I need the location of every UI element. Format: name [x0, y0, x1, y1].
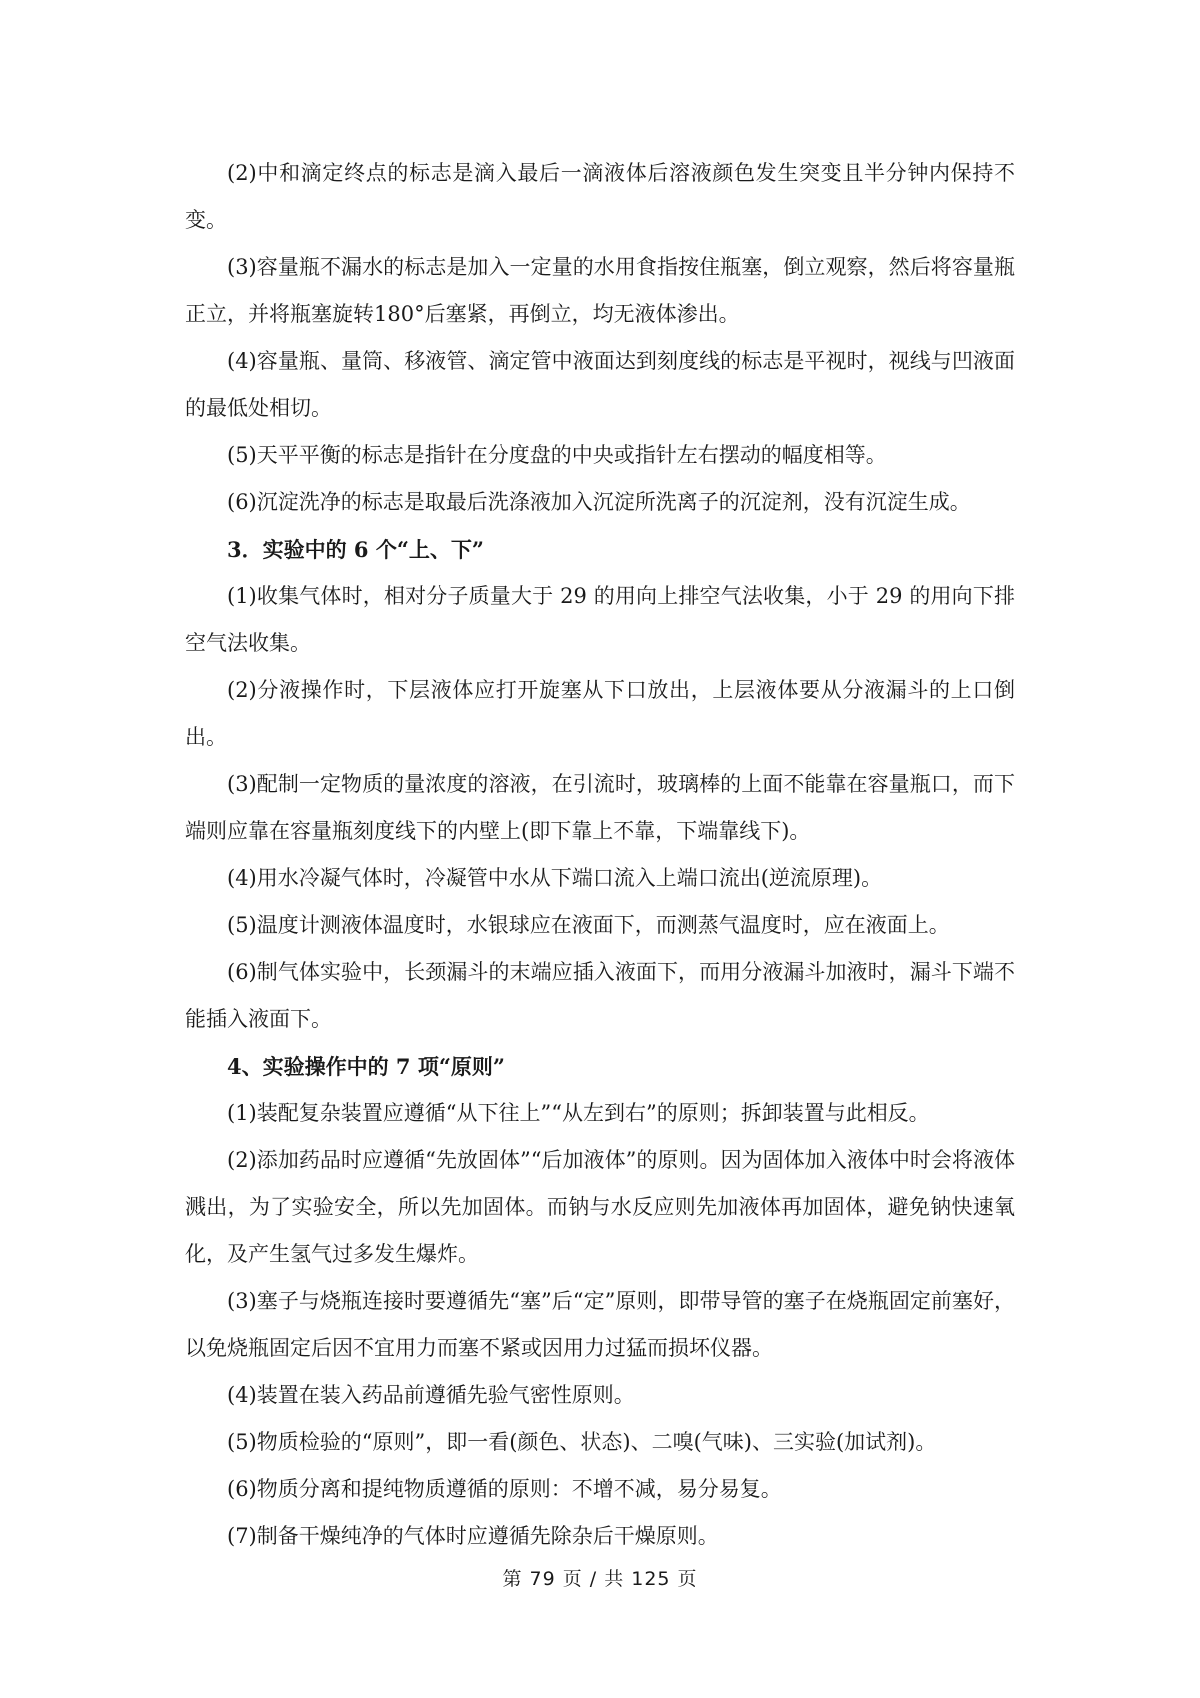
- paragraph-section3-item2: (2)分液操作时，下层液体应打开旋塞从下口放出，上层液体要从分液漏斗的上口倒出。: [185, 678, 1015, 749]
- paragraph-section4-item6: (6)物质分离和提纯物质遵循的原则：不增不减，易分易复。: [227, 1477, 782, 1501]
- paragraph-section4-item2: (2)添加药品时应遵循“先放固体”“后加液体”的原则。因为固体加入液体中时会将液体溅出，为了实验安全，所以先加固体。而钠与水反应则先加液体再加固体，避免钠快速氧化，及产生氢气过多发生爆炸。: [185, 1148, 1015, 1266]
- paragraph-section2-item3: (3)容量瓶不漏水的标志是加入一定量的水用食指按住瓶塞，倒立观察，然后将容量瓶正立，并将瓶塞旋转180°后塞紧，再倒立，均无液体渗出。: [185, 255, 1015, 326]
- section-4-heading: 4、实验操作中的 7 项“原则”: [227, 1054, 506, 1079]
- paragraph-section4-item1: (1)装配复杂装置应遵循“从下往上”“从左到右”的原则；拆卸装置与此相反。: [227, 1101, 930, 1125]
- paragraph-section4-item7: (7)制备干燥纯净的气体时应遵循先除杂后干燥原则。: [227, 1524, 719, 1548]
- paragraph-section2-item5: (5)天平平衡的标志是指针在分度盘的中央或指针左右摆动的幅度相等。: [227, 443, 887, 467]
- page-number-footer: 第 79 页 / 共 125 页: [502, 1568, 698, 1590]
- paragraph-section2-item4: (4)容量瓶、量筒、移液管、滴定管中液面达到刻度线的标志是平视时，视线与凹液面的最低处相切。: [185, 349, 1015, 420]
- paragraph-section3-item1: (1)收集气体时，相对分子质量大于 29 的用向上排空气法收集，小于 29 的用向下排空气法收集。: [185, 584, 1015, 655]
- paragraph-section3-item4: (4)用水冷凝气体时，冷凝管中水从下端口流入上端口流出(逆流原理)。: [227, 866, 883, 890]
- paragraph-section4-item4: (4)装置在装入药品前遵循先验气密性原则。: [227, 1383, 635, 1407]
- section-3-heading: 3．实验中的 6 个“上、下”: [227, 537, 485, 562]
- paragraph-section3-item3: (3)配制一定物质的量浓度的溶液，在引流时，玻璃棒的上面不能靠在容量瓶口，而下端则应靠在容量瓶刻度线下的内壁上(即下靠上不靠，下端靠线下)。: [185, 772, 1015, 843]
- page-content: [185, 150, 1015, 1560]
- paragraph-section3-item6: (6)制气体实验中，长颈漏斗的末端应插入液面下，而用分液漏斗加液时，漏斗下端不能插入液面下。: [185, 960, 1015, 1031]
- paragraph-section4-item3: (3)塞子与烧瓶连接时要遵循先“塞”后“定”原则，即带导管的塞子在烧瓶固定前塞好，以免烧瓶固定后因不宜用力而塞不紧或因用力过猛而损坏仪器。: [185, 1289, 1015, 1360]
- paragraph-section2-item6: (6)沉淀洗净的标志是取最后洗涤液加入沉淀所洗离子的沉淀剂，没有沉淀生成。: [227, 490, 971, 514]
- paragraph-section3-item5: (5)温度计测液体温度时，水银球应在液面下，而测蒸气温度时，应在液面上。: [227, 913, 950, 937]
- paragraph-section2-item2: (2)中和滴定终点的标志是滴入最后一滴液体后溶液颜色发生突变且半分钟内保持不变。: [185, 161, 1015, 232]
- paragraph-section4-item5: (5)物质检验的“原则”，即一看(颜色、状态)、二嗅(气味)、三实验(加试剂)。: [227, 1430, 937, 1454]
